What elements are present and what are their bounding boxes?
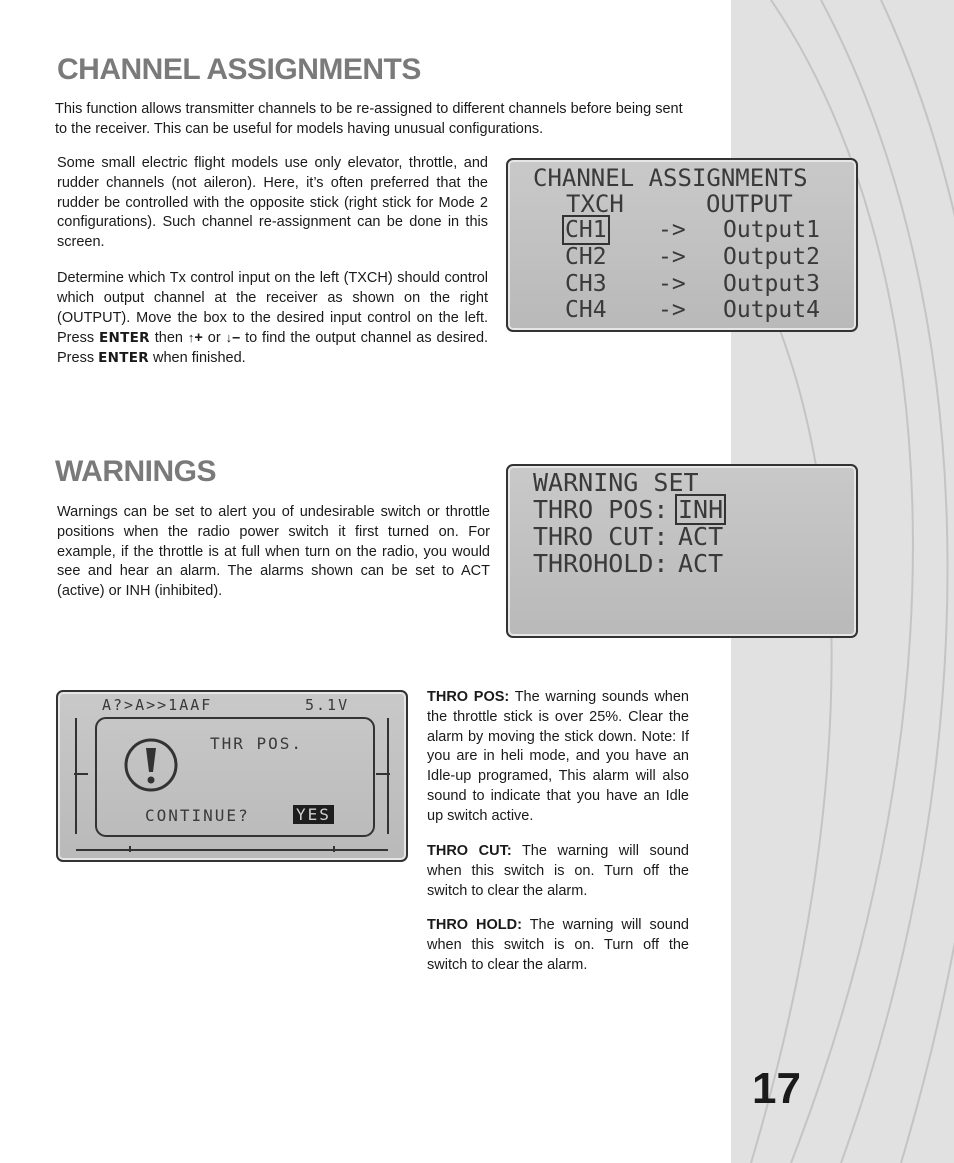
lcd-row-arrow: ->	[658, 297, 686, 323]
channel-intro-text: This function allows transmitter channels to be re-assigned to different channels before being sent to the receiver. This can be useful for models having unusual configurations.	[55, 101, 683, 137]
lcd-row-arrow: ->	[658, 271, 686, 297]
warning-set-lcd	[506, 464, 858, 638]
lcd-row-output: Output4	[723, 297, 820, 323]
alarm-lcd-model-name: A?>A>>1AAF	[102, 696, 213, 714]
lcd-thro-pos-label: THRO POS:	[533, 495, 669, 524]
lcd-row-ch: CH2	[565, 244, 607, 270]
lcd-col-txch: TXCH	[566, 190, 624, 218]
warnings-title: WARNINGS	[55, 455, 216, 488]
lcd-row-ch: CH4	[565, 297, 607, 323]
lcd-row-output: Output1	[723, 217, 820, 243]
lcd-col-output: OUTPUT	[706, 190, 793, 218]
alarm-continue-prompt: CONTINUE?	[145, 806, 250, 825]
lcd-throhold-label: THROHOLD:	[533, 549, 669, 578]
lcd-thro-cut-value: ACT	[678, 522, 724, 551]
channel-assignments-title: CHANNEL ASSIGNMENTS	[57, 53, 421, 86]
thro-cut-description: THRO CUT: The warning will sound when this switch is on. Turn off the switch to clear the alarm.	[427, 843, 689, 899]
page-number: 17	[752, 1064, 801, 1113]
alarm-lcd-voltage: 5.1V	[305, 696, 350, 714]
lcd-row-arrow: ->	[658, 244, 686, 270]
lcd-row-ch: CH1	[565, 217, 607, 243]
thro-hold-description: THRO HOLD: The warning will sound when this switch is on. Turn off the switch to clear the alarm.	[427, 917, 690, 973]
thro-pos-description: THRO POS: The warning sounds when the throttle stick is over 25%. Clear the alarm by moving the stick down. Note: If you are in heli mode, and you have an Idle-up programed, This alarm will also sound to indicate that you have an Idle up switch active.	[427, 689, 689, 824]
alarm-lcd-frame	[58, 692, 406, 860]
lcd-header: CHANNEL ASSIGNMENTS	[533, 164, 808, 192]
lcd-row-output: Output3	[723, 271, 820, 297]
lcd-row-arrow: ->	[658, 217, 686, 243]
lcd-row-output: Output2	[723, 244, 820, 270]
lcd-row-ch: CH3	[565, 271, 607, 297]
lcd-thro-pos-value: INH	[678, 495, 724, 524]
lcd-throhold-value: ACT	[678, 549, 724, 578]
lcd-warning-set-header: WARNING SET	[533, 468, 699, 497]
lcd-thro-cut-label: THRO CUT:	[533, 522, 669, 551]
channel-para3: Determine which Tx control input on the left (TXCH) should control which output channel at the receiver as shown on the right (OUTPUT). Move the box to the desired input control on the left. Press ENTER then ↑+ or ↓– to find the output channel as desired. Press ENTER when finished.	[57, 270, 489, 367]
alarm-message: THR POS.	[210, 734, 304, 753]
warnings-para: Warnings can be set to alert you of undesirable switch or throttle positions when the radio power switch it first turned on. For example, if the throttle is at full when turn on the radio, you would see and hear an alarm. The alarms shown can be set to ACT (active) or INH (inhibited).	[57, 504, 490, 600]
alarm-yes-button: YES	[293, 805, 334, 824]
channel-para2: Some small electric flight models use only elevator, throttle, and rudder channels (not aileron). Here, it’s often preferred that the rudder be controlled with the opposite stick (right stick for Mode 2 configurations). Such channel re-assignment can be done in this screen.	[57, 155, 488, 251]
channel-assignments-lcd	[506, 158, 858, 332]
alarm-lcd	[56, 690, 408, 862]
